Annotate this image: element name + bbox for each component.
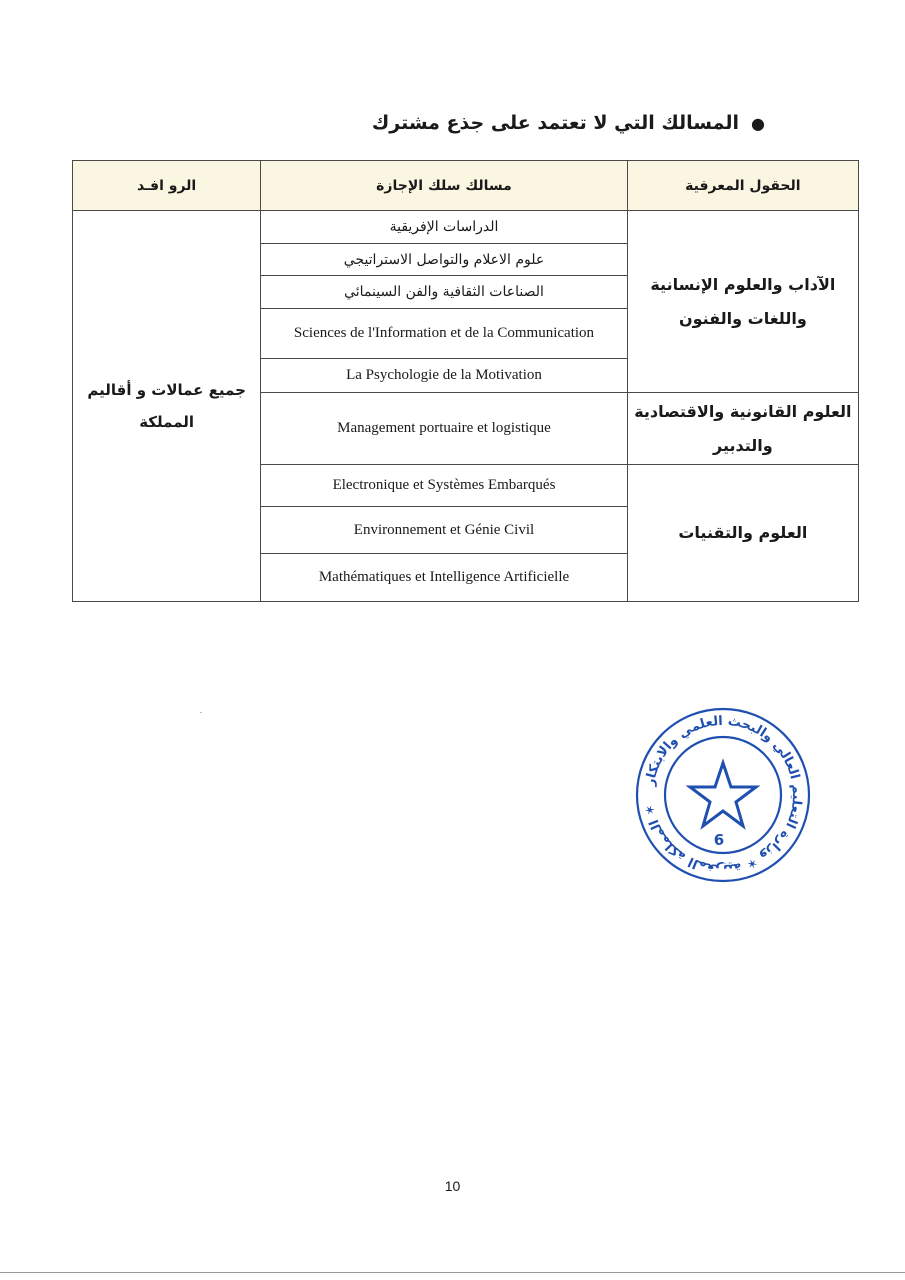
seal-ring-text: المملكة المغربية ✶ وزارة التعليم العالي والبحث العلمي والابتكار ✶ xyxy=(642,713,805,877)
table-header-row xyxy=(73,161,859,211)
track-cell: La Psychologie de la Motivation xyxy=(261,359,627,393)
header-track: مسالك سلك الإجازة xyxy=(261,161,627,211)
table-row xyxy=(73,211,859,244)
region-cell: جميع عمالات و أقاليم المملكة xyxy=(73,211,261,602)
track-cell: Environnement et Génie Civil xyxy=(261,507,627,554)
header-region: الرو افـد xyxy=(73,161,261,211)
seal-number: 6 xyxy=(713,831,725,849)
field-cell-law-economics: العلوم القانونية والاقتصادية والتدبير xyxy=(627,393,858,465)
bullet-icon: ● xyxy=(751,113,765,133)
page-bottom-edge xyxy=(0,1272,905,1273)
scan-speck xyxy=(200,712,202,713)
track-cell: الصناعات الثقافية والفن السينمائي xyxy=(261,276,627,309)
ministry-seal-icon xyxy=(633,705,813,885)
track-cell: Electronique et Systèmes Embarqués xyxy=(261,465,627,507)
field-cell-sciences-techniques: العلوم والتقنيات xyxy=(627,465,858,602)
track-cell: Mathématiques et Intelligence Artificielle xyxy=(261,554,627,602)
track-cell: Sciences de l'Information et de la Communication xyxy=(261,309,627,359)
page-number: 10 xyxy=(444,1178,461,1194)
track-cell: علوم الاعلام والتواصل الاستراتيجي xyxy=(261,244,627,276)
track-cell: Management portuaire et logistique xyxy=(261,393,627,465)
field-cell-humanities: الآداب والعلوم الإنسانية واللغات والفنون xyxy=(627,211,858,393)
tracks-table xyxy=(72,160,859,602)
header-field: الحقول المعرفية xyxy=(627,161,858,211)
section-heading-text: المسالك التي لا تعتمد على جذع مشترك xyxy=(371,112,740,134)
section-heading xyxy=(372,112,765,134)
track-cell: الدراسات الإفريقية xyxy=(261,211,627,244)
